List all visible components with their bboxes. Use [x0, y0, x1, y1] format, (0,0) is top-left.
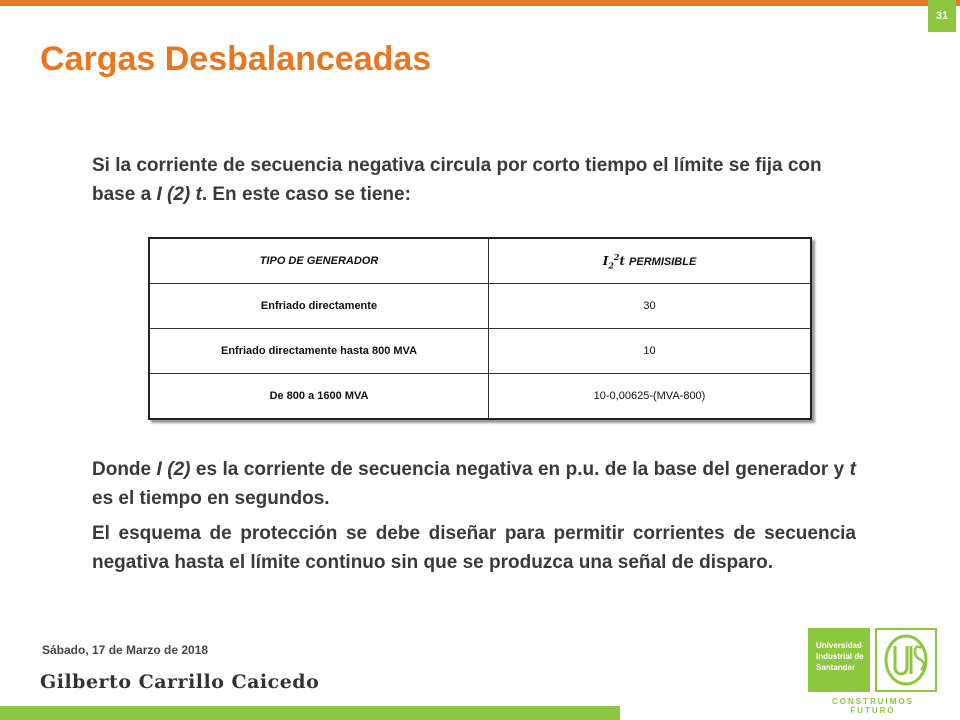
- bottom-accent-bar: [0, 706, 620, 720]
- slide-title: Cargas Desbalanceadas: [40, 40, 432, 78]
- author-name: Gilberto Carrillo Caicedo: [40, 671, 320, 693]
- intro-text-1: Si la corriente de secuencia negativa circula por corto tiempo el límite se fija con base a: [92, 155, 822, 205]
- table-header-row: [149, 238, 811, 284]
- p2-variable-t: t: [849, 459, 856, 480]
- formula-base: I: [602, 253, 609, 268]
- table-row: [149, 374, 811, 420]
- formula-sub: 2: [608, 260, 614, 271]
- row-generator-type: Enfriado directamente: [149, 284, 489, 329]
- page-number: 31: [928, 0, 956, 32]
- logo-line: Industrial de: [816, 652, 864, 661]
- p2-text-3: es el tiempo en segundos.: [92, 488, 330, 509]
- formula-sup: 2: [613, 251, 620, 262]
- formula-var: t: [619, 253, 626, 268]
- i2t-formula: [602, 251, 626, 271]
- logo-tagline: CONSTRUIMOS FUTURO: [832, 697, 914, 715]
- university-logo: [808, 628, 870, 692]
- row-permissible-value: 10-0,00625-(MVA-800): [489, 374, 812, 420]
- header-permissible: [489, 238, 812, 284]
- header-permissible-label: PERMISIBLE: [629, 255, 697, 268]
- generator-limits-table: [148, 237, 812, 420]
- intro-paragraph: [92, 151, 856, 209]
- intro-variable: I (2) t: [156, 184, 202, 205]
- row-generator-type: Enfriado directamente hasta 800 MVA: [149, 329, 489, 374]
- uis-seal-icon: [875, 628, 937, 692]
- table-row: [149, 329, 811, 374]
- definition-paragraph: [92, 455, 856, 513]
- p2-variable-i: I (2): [156, 459, 191, 480]
- logo-line: Universidad: [816, 641, 862, 650]
- p2-text-2: es la corriente de secuencia negativa en p.u. de la base del generador y: [190, 459, 850, 480]
- logo-line: Santander: [816, 663, 856, 672]
- row-permissible-value: 10: [489, 329, 812, 374]
- table-row: [149, 284, 811, 329]
- slide-date: Sábado, 17 de Marzo de 2018: [42, 643, 209, 657]
- row-generator-type: De 800 a 1600 MVA: [149, 374, 489, 420]
- protection-paragraph: El esquema de protección se debe diseñar para permitir corrientes de secuencia negativa hasta el límite continuo sin que se produzca una señal de disparo.: [92, 523, 856, 573]
- row-permissible-value: 30: [489, 284, 812, 329]
- intro-text-2: . En este caso se tiene:: [201, 184, 411, 205]
- p2-text-1: Donde: [92, 459, 157, 480]
- header-generator-type: TIPO DE GENERADOR: [149, 238, 489, 284]
- top-accent-bar: [0, 0, 960, 6]
